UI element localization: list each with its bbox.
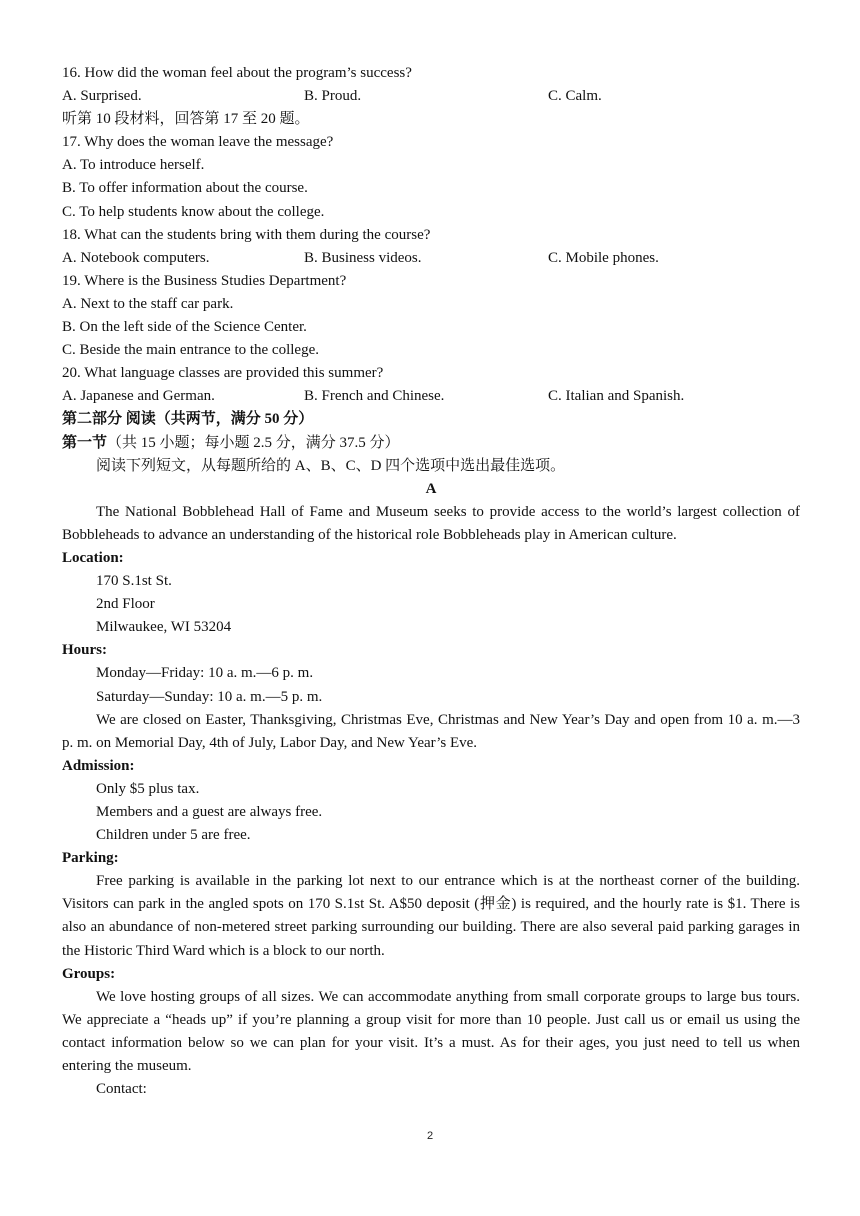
admission-heading: Admission: [62, 757, 135, 774]
weekday-hours: Monday—Friday: 10 a. m.—6 p. m. [96, 665, 314, 682]
question-19-stem: 19. Where is the Business Studies Department? [62, 272, 347, 289]
closed-days: We are closed on Easter, Thanksgiving, Christmas Eve, Christmas and New Year’s Day and open from 10 a. m.—3 p. m. on Memorial Day, 4th of July, Labor Day, and New Year’s Eve. [62, 711, 800, 751]
question-20-stem: 20. What language classes are provided this summer? [62, 365, 384, 382]
listening-instruction: 听第 10 段材料，回答第 17 至 20 题。 [62, 111, 310, 128]
question-16-options [62, 85, 800, 108]
admission-line: Children under 5 are free. [96, 827, 251, 844]
part-two-title: 第二部分 阅读（共两节，满分 50 分） [62, 411, 314, 428]
address-line: 170 S.1st St. [96, 573, 172, 590]
question-18-options [62, 247, 800, 270]
section-one-scoring: （共 15 小题；每小题 2.5 分，满分 37.5 分） [107, 434, 400, 451]
passage-letter: A [425, 480, 437, 497]
address-line: Milwaukee, WI 53204 [96, 619, 232, 636]
question-17-stem: 17. Why does the woman leave the message? [62, 134, 334, 151]
question-20-options [62, 385, 800, 408]
option-b: B. French and Chinese. [304, 388, 445, 405]
option-c: C. Calm. [548, 88, 602, 105]
reading-instruction: 阅读下列短文，从每题所给的 A、B、C、D 四个选项中选出最佳选项。 [96, 457, 566, 474]
option-c: C. To help students know about the college. [62, 203, 325, 220]
groups-heading: Groups: [62, 965, 116, 982]
section-one-label: 第一节 [62, 434, 108, 451]
section-one-heading [62, 432, 800, 455]
option-c: C. Italian and Spanish. [548, 388, 685, 405]
option-a: A. Notebook computers. [62, 249, 210, 266]
parking-heading: Parking: [62, 850, 119, 867]
option-b: B. On the left side of the Science Center. [62, 319, 307, 336]
admission-line: Members and a guest are always free. [96, 804, 323, 820]
question-18-stem: 18. What can the students bring with them during the course? [62, 226, 431, 243]
contact-label: Contact: [96, 1081, 147, 1098]
option-b: B. Proud. [304, 88, 362, 105]
option-c: C. Beside the main entrance to the college. [62, 342, 319, 359]
page-content [62, 62, 800, 1101]
groups-text: We love hosting groups of all sizes. We can accommodate anything from small corporate groups to large bus tours. We appreciate a “heads up” if you’re planning a group visit for more than 10 people. Just call us or email us using the contact information below so we can plan for your visit. It’s a must. As for their ages, you just need to tell us when entering the museum. [62, 988, 800, 1075]
option-c: C. Mobile phones. [548, 249, 659, 266]
option-a: A. Next to the staff car park. [62, 295, 234, 312]
admission-line: Only $5 plus tax. [96, 780, 200, 797]
address-line: 2nd Floor [96, 596, 155, 613]
hours-heading: Hours: [62, 642, 107, 659]
option-a: A. Japanese and German. [62, 388, 215, 405]
option-b: B. To offer information about the course. [62, 180, 308, 197]
question-16-stem: 16. How did the woman feel about the program’s success? [62, 65, 412, 81]
passage-intro: The National Bobblehead Hall of Fame and Museum seeks to provide access to the world’s largest collection of Bobbleheads to advance an understanding of the historical role Bobbleheads play in American culture. [62, 503, 800, 543]
option-a: A. Surprised. [62, 88, 142, 105]
location-heading: Location: [62, 549, 124, 566]
parking-text: Free parking is available in the parking lot next to our entrance which is at the northeast corner of the building. Visitors can park in the angled spots on 170 S.1st St. A$50 deposit (押金) is required, and the hourly rate is $1. There is also an abundance of non-metered street parking surrounding our building. There are also several paid parking garages in the Historic Third Ward which is a block to our north. [62, 873, 800, 959]
page-number: 2 [426, 1130, 434, 1142]
option-a: A. To introduce herself. [62, 157, 205, 174]
option-b: B. Business videos. [304, 249, 422, 266]
weekend-hours: Saturday—Sunday: 10 a. m.—5 p. m. [96, 688, 323, 705]
